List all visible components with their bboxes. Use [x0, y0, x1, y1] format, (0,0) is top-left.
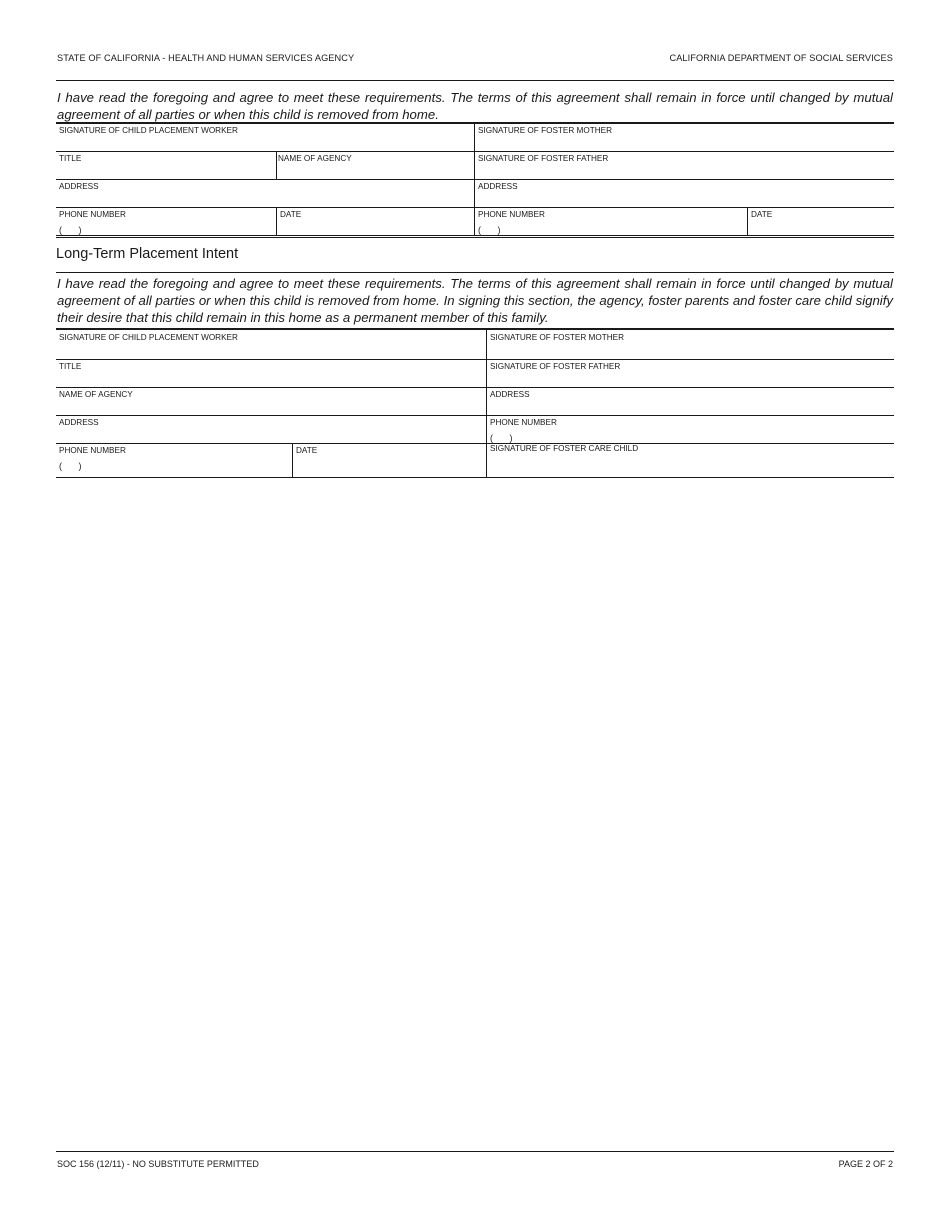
- date-right-field[interactable]: [748, 207, 894, 235]
- date-right-label: DATE: [751, 210, 773, 219]
- address-right-field[interactable]: [475, 179, 894, 207]
- lt-phone-left-label: PHONE NUMBER: [59, 446, 126, 455]
- header-agency-left: STATE OF CALIFORNIA - HEALTH AND HUMAN SERVICES AGENCY: [57, 53, 355, 63]
- sig-foster-father-field[interactable]: [475, 151, 894, 179]
- lt-phone-right-field[interactable]: [487, 415, 894, 443]
- lt-agency-name-field[interactable]: [56, 387, 486, 415]
- date-left-label: DATE: [280, 210, 302, 219]
- lt-phone-right-area-code: ( ): [490, 433, 513, 443]
- title-label: TITLE: [59, 154, 82, 163]
- lt-address-right-label: ADDRESS: [490, 390, 530, 399]
- lt-agency-name-label: NAME OF AGENCY: [59, 390, 133, 399]
- phone-left-field[interactable]: [56, 207, 276, 235]
- sig-foster-father-label: SIGNATURE OF FOSTER FATHER: [478, 154, 609, 163]
- agency-name-field[interactable]: [276, 151, 474, 179]
- lt-sig-foster-father-field[interactable]: [487, 359, 894, 387]
- long-term-placement-title: Long-Term Placement Intent: [56, 246, 239, 262]
- phone-right-label: PHONE NUMBER: [478, 210, 545, 219]
- header-divider: [56, 80, 894, 81]
- lt-sig-foster-mother-field[interactable]: [487, 330, 894, 359]
- phone-right-area-code: ( ): [478, 225, 501, 235]
- lt-phone-left-field[interactable]: [56, 443, 292, 477]
- address-right-label: ADDRESS: [478, 182, 518, 191]
- lt-sig-foster-child-label: SIGNATURE OF FOSTER CARE CHILD: [490, 444, 639, 453]
- phone-left-label: PHONE NUMBER: [59, 210, 126, 219]
- lt-sig-worker-label: SIGNATURE OF CHILD PLACEMENT WORKER: [59, 333, 238, 342]
- title-field[interactable]: [56, 151, 276, 179]
- lt-date-field[interactable]: [293, 443, 486, 477]
- lt-sig-foster-child-field[interactable]: [487, 443, 894, 477]
- lt-address-left-field[interactable]: [56, 415, 486, 443]
- sig-worker-field[interactable]: [56, 123, 474, 151]
- lt-address-right-field[interactable]: [487, 387, 894, 415]
- footer-divider: [56, 1151, 894, 1152]
- lt-address-left-label: ADDRESS: [59, 418, 99, 427]
- lt-sig-foster-father-label: SIGNATURE OF FOSTER FATHER: [490, 362, 621, 371]
- phone-right-field[interactable]: [475, 207, 747, 235]
- lt-title-field[interactable]: [56, 359, 486, 387]
- agency-name-label: NAME OF AGENCY: [278, 154, 352, 163]
- lt-sig-foster-mother-label: SIGNATURE OF FOSTER MOTHER: [490, 333, 625, 342]
- long-term-statement: I have read the foregoing and agree to meet these requirements. The terms of this agreement shall remain in force until changed by mutual agreement of all parties or when this child is removed from home. In signing this section, the agency, foster parents and foster care child signify their desire that this child remain in this home as a permanent member of this family.: [57, 276, 893, 325]
- lt-title-label: TITLE: [59, 362, 82, 371]
- lt-date-label: DATE: [296, 446, 318, 455]
- lt-sig-worker-field[interactable]: [56, 330, 486, 359]
- header-agency-right: CALIFORNIA DEPARTMENT OF SOCIAL SERVICES: [669, 53, 893, 63]
- agreement-statement: I have read the foregoing and agree to meet these requirements. The terms of this agreement shall remain in force until changed by mutual agreement of all parties or when this child is removed from home.: [57, 90, 893, 122]
- phone-left-area-code: ( ): [59, 225, 82, 235]
- lt-phone-right-label: PHONE NUMBER: [490, 418, 557, 427]
- footer-form-id: SOC 156 (12/11) - NO SUBSTITUTE PERMITTED: [57, 1159, 259, 1169]
- sig-worker-label: SIGNATURE OF CHILD PLACEMENT WORKER: [59, 126, 238, 135]
- address-left-label: ADDRESS: [59, 182, 99, 191]
- sig-foster-mother-label: SIGNATURE OF FOSTER MOTHER: [478, 126, 613, 135]
- footer-page-number: PAGE 2 OF 2: [838, 1159, 893, 1169]
- address-left-field[interactable]: [56, 179, 474, 207]
- sig-foster-mother-field[interactable]: [475, 123, 894, 151]
- lt-phone-left-area-code: ( ): [59, 461, 82, 471]
- date-left-field[interactable]: [277, 207, 474, 235]
